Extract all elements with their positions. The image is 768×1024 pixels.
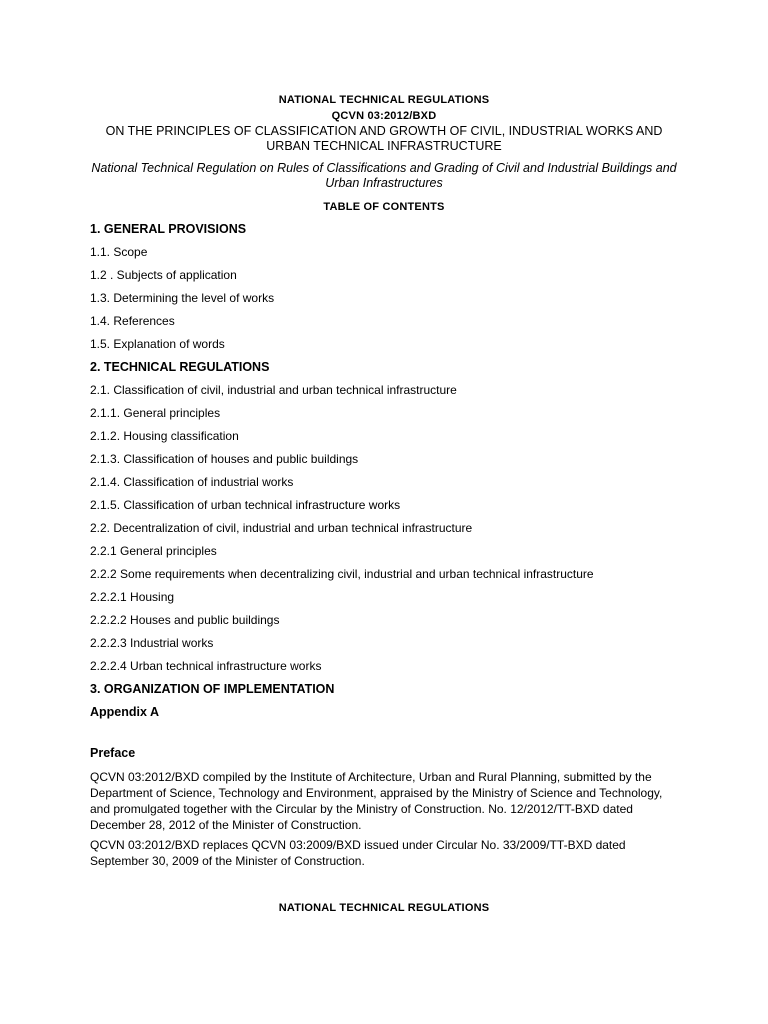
toc-entry: 2.1. Classification of civil, industrial and urban technical infrastructure: [90, 383, 457, 397]
toc-entry: 2.2.2.2 Houses and public buildings: [90, 613, 280, 627]
preface-paragraph-2: QCVN 03:2012/BXD replaces QCVN 03:2009/BXD issued under Circular No. 33/2009/TT-BXD dated September 30, 2009 of the Minister of Construction.: [90, 838, 626, 868]
toc-entry: 2.1.1. General principles: [90, 406, 221, 420]
document-subtitle: ON THE PRINCIPLES OF CLASSIFICATION AND GROWTH OF CIVIL, INDUSTRIAL WORKS AND URBAN TECHNICAL INFRASTRUCTURE: [105, 124, 663, 153]
table-of-contents: [90, 220, 690, 726]
toc-entry: 1.4. References: [90, 314, 175, 328]
toc-heading: TABLE OF CONTENTS: [323, 201, 445, 213]
toc-entry: 1.1. Scope: [90, 245, 148, 259]
toc-entry: 2.2.2.1 Housing: [90, 590, 175, 604]
document-title: NATIONAL TECHNICAL REGULATIONS: [278, 94, 490, 106]
toc-entry: 1.5. Explanation of words: [90, 337, 225, 351]
document-english-title: National Technical Regulation on Rules of Classifications and Grading of Civil and Industrial Buildings and Urban Infrastructures: [91, 161, 677, 190]
toc-section-heading: 1. GENERAL PROVISIONS: [90, 222, 247, 236]
toc-entry: 2.2.2.3 Industrial works: [90, 636, 214, 650]
preface-heading: Preface: [90, 746, 136, 760]
preface-paragraph-1: QCVN 03:2012/BXD compiled by the Institute of Architecture, Urban and Rural Planning, submitted by the Department of Science, Technology and Environment, appraised by the Ministry of Science and Technology, and promulgated together with the Circular by the Ministry of Construction. No. 12/2012/TT-BXD dated December 28, 2012 of the Minister of Construction.: [90, 770, 663, 832]
toc-section-heading: 2. TECHNICAL REGULATIONS: [90, 360, 270, 374]
toc-section-heading: Appendix A: [90, 705, 159, 719]
toc-entry: 2.2.1 General principles: [90, 544, 217, 558]
toc-entry: 2.1.3. Classification of houses and public buildings: [90, 452, 359, 466]
toc-entry: 2.1.5. Classification of urban technical infrastructure works: [90, 498, 401, 512]
toc-entry: 1.2 . Subjects of application: [90, 268, 237, 282]
document-code: QCVN 03:2012/BXD: [331, 110, 437, 122]
toc-section-heading: 3. ORGANIZATION OF IMPLEMENTATION: [90, 682, 335, 696]
toc-entry: 2.2.2.4 Urban technical infrastructure works: [90, 659, 322, 673]
toc-entry: 2.1.4. Classification of industrial works: [90, 475, 294, 489]
section-title: NATIONAL TECHNICAL REGULATIONS: [278, 902, 490, 914]
toc-entry: 2.1.2. Housing classification: [90, 429, 239, 443]
toc-entry: 2.2. Decentralization of civil, industrial and urban technical infrastructure: [90, 521, 473, 535]
toc-entry: 1.3. Determining the level of works: [90, 291, 275, 305]
toc-entry: 2.2.2 Some requirements when decentralizing civil, industrial and urban technical infrastructure: [90, 567, 594, 581]
